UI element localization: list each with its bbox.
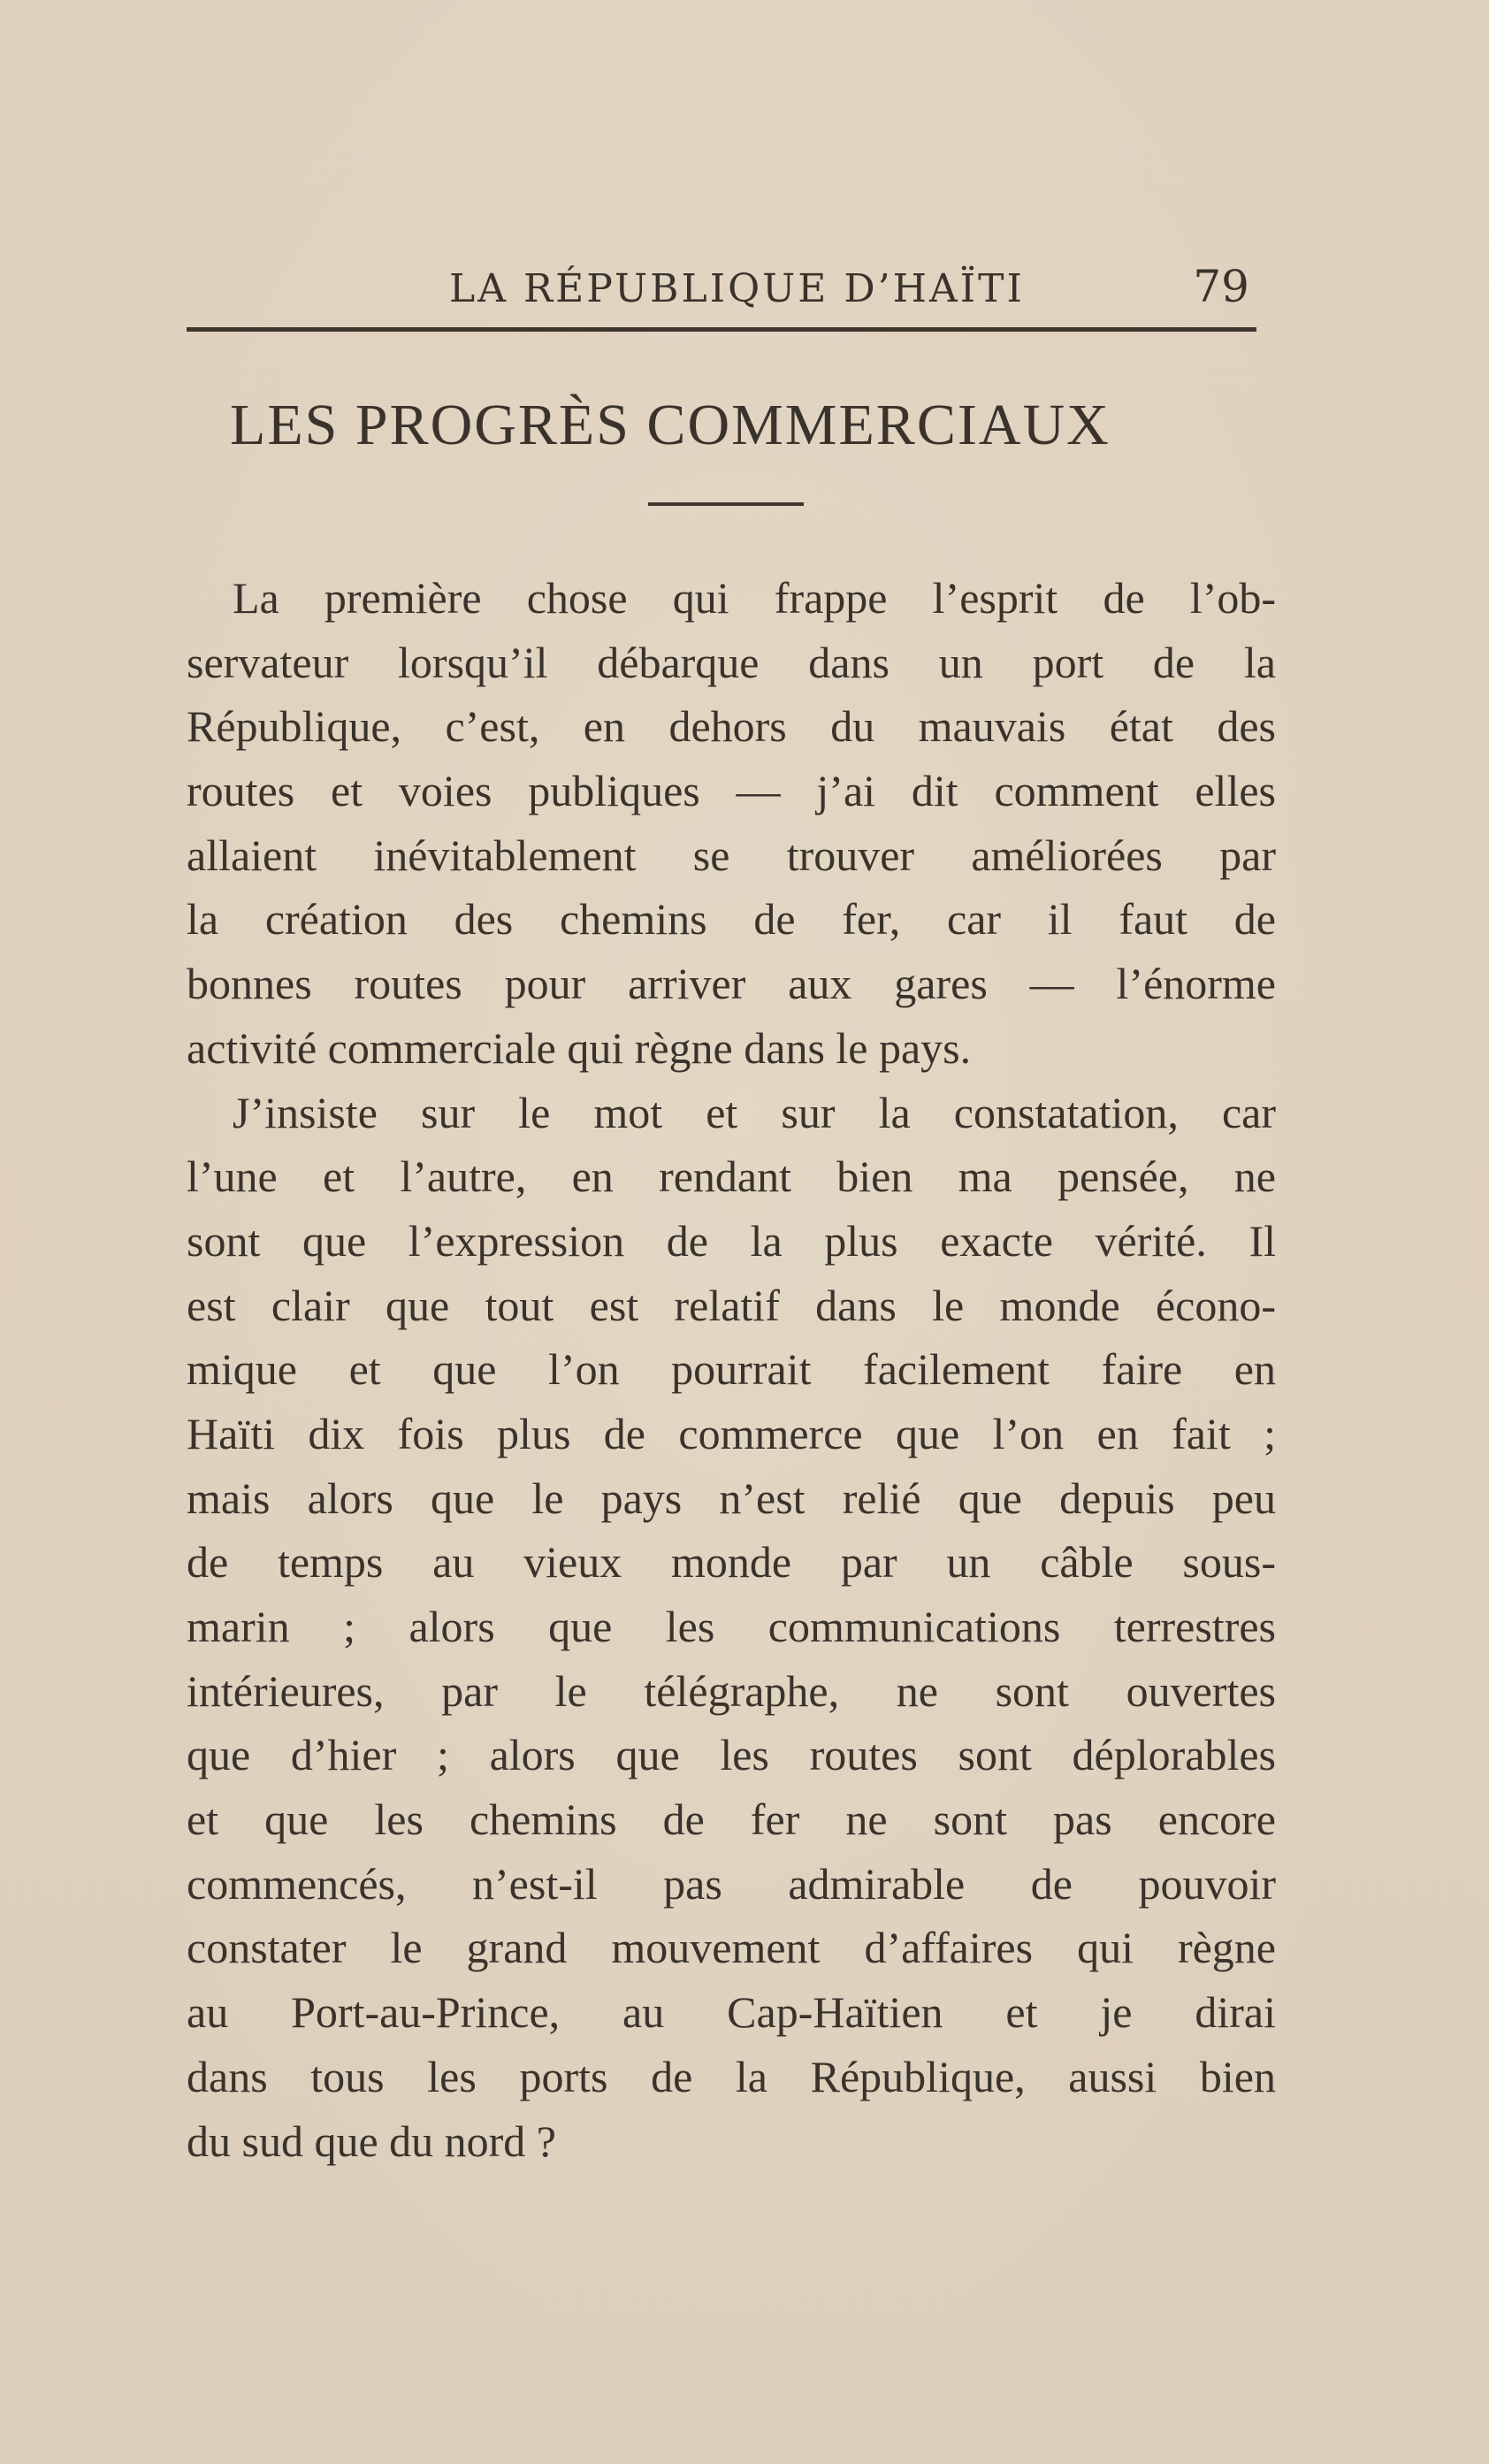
text-line: intérieures, par le télégraphe, ne sont ouvertes xyxy=(187,1665,1276,1716)
text-line: constater le grand mouvement d’affaires qui règne xyxy=(187,1923,1276,1973)
text-line: J’insiste sur le mot et sur la constatation, car xyxy=(233,1087,1276,1137)
text-line: la création des chemins de fer, car il faut de xyxy=(187,894,1276,945)
text-line: activité commerciale qui règne dans le pays. xyxy=(187,1022,972,1073)
header-rule xyxy=(187,327,1256,332)
chapter-title: LES PROGRÈS COMMERCIAUX xyxy=(230,393,1111,457)
text-line: est clair que tout est relatif dans le monde écono- xyxy=(187,1280,1276,1330)
text-line: de temps au vieux monde par un câble sous- xyxy=(187,1537,1276,1588)
text-line: que d’hier ; alors que les routes sont déplorables xyxy=(187,1730,1276,1780)
text-line: servateur lorsqu’il débarque dans un port de la xyxy=(187,637,1276,687)
text-line: allaient inévitablement se trouver améliorées par xyxy=(187,830,1276,880)
running-title: LA RÉPUBLIQUE D’HAÏTI xyxy=(449,266,1025,311)
page-number: 79 xyxy=(1193,261,1249,312)
text-line: l’une et l’autre, en rendant bien ma pensée, ne xyxy=(187,1152,1276,1202)
text-line: du sud que du nord ? xyxy=(187,2116,556,2166)
text-line: République, c’est, en dehors du mauvais état des xyxy=(187,701,1276,752)
text-line: mais alors que le pays n’est relié que depuis peu xyxy=(187,1473,1276,1523)
text-line: sont que l’expression de la plus exacte vérité. Il xyxy=(187,1215,1276,1266)
text-line: Haïti dix fois plus de commerce que l’on en fait ; xyxy=(187,1408,1276,1458)
text-line: bonnes routes pour arriver aux gares — l’énorme xyxy=(187,959,1276,1009)
running-header xyxy=(187,261,1256,335)
text-line: routes et voies publiques — j’ai dit comment elles xyxy=(187,766,1276,816)
text-line: commencés, n’est-il pas admirable de pouvoir xyxy=(187,1858,1276,1909)
title-rule xyxy=(648,502,804,506)
body-text xyxy=(187,566,1276,2173)
text-line: marin ; alors que les communications terrestres xyxy=(187,1602,1276,1651)
text-line: au Port-au-Prince, au Cap-Haïtien et je dirai xyxy=(187,1987,1276,2038)
text-line: mique et que l’on pourrait facilement faire en xyxy=(187,1344,1276,1395)
text-line: et que les chemins de fer ne sont pas encore xyxy=(187,1794,1276,1845)
text-line: La première chose qui frappe l’esprit de l’ob- xyxy=(233,573,1276,623)
text-line: dans tous les ports de la République, aussi bien xyxy=(187,2051,1276,2101)
